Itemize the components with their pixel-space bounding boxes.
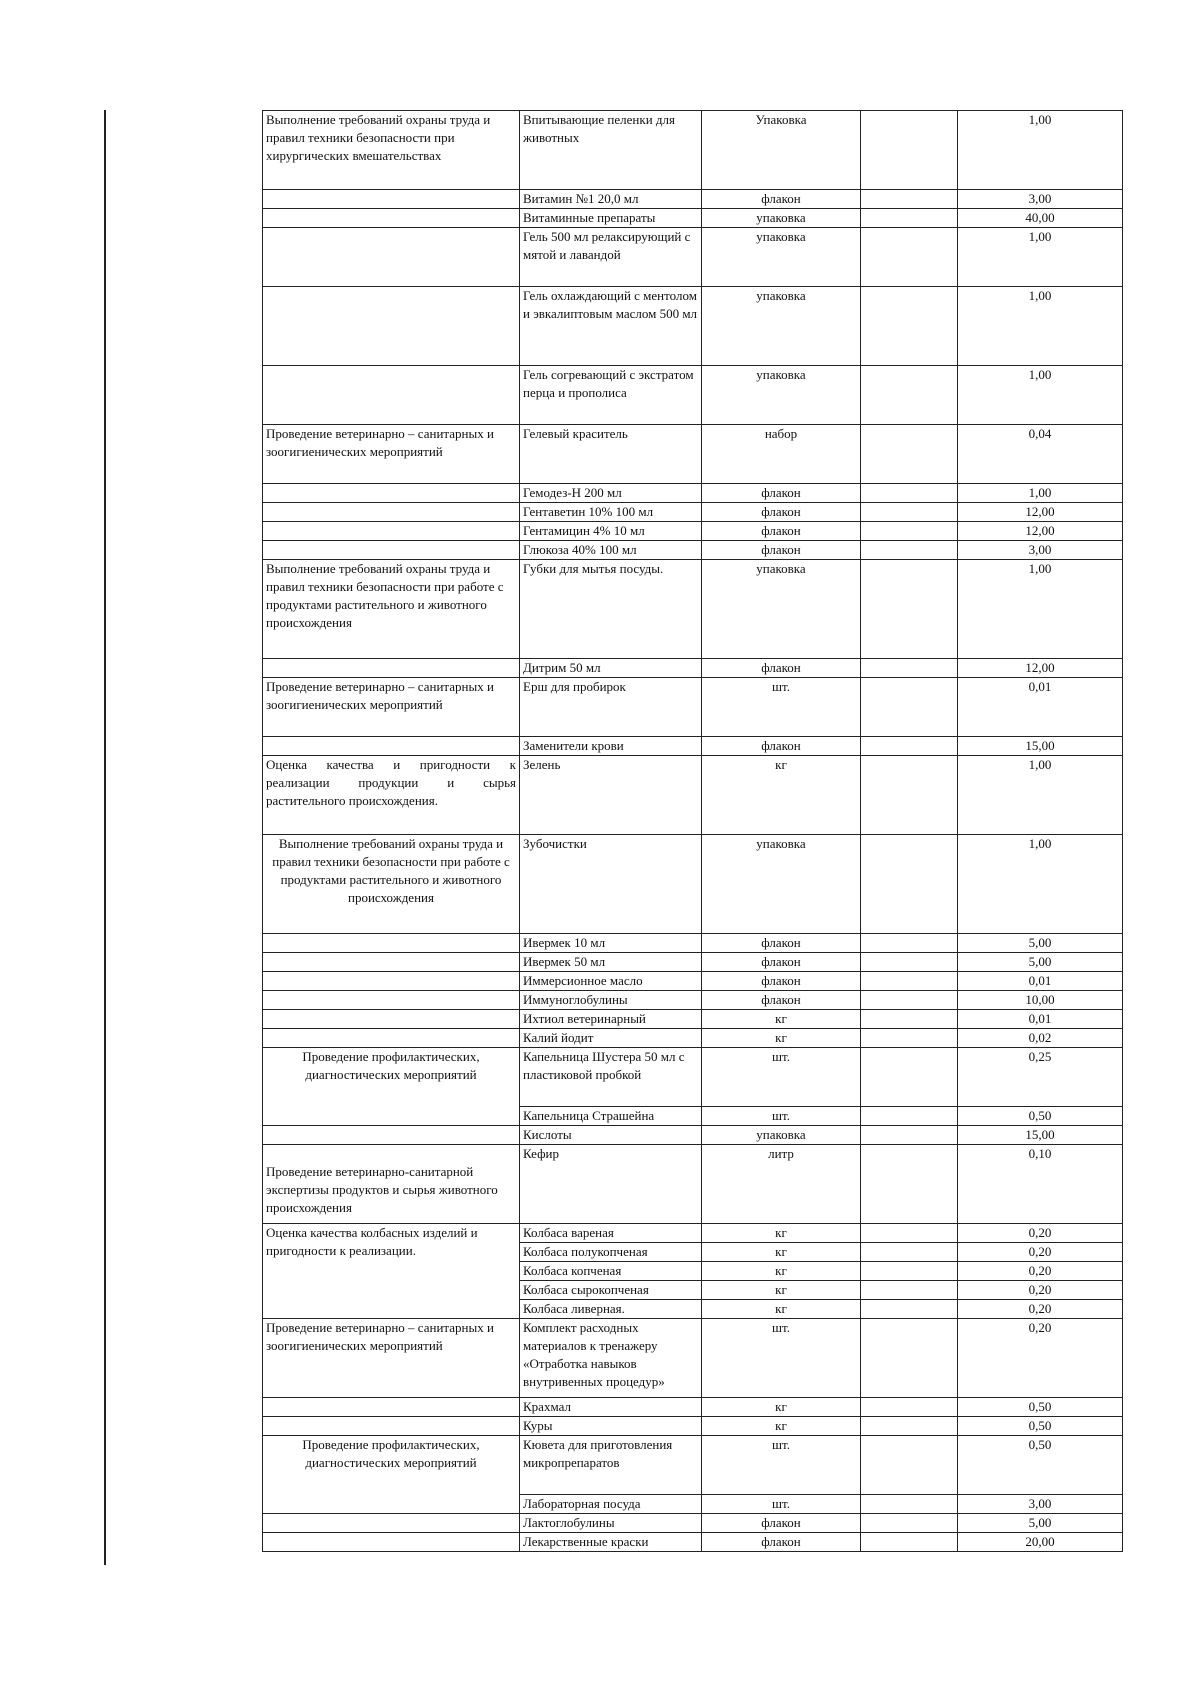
blank-cell [861, 953, 958, 972]
table-row [263, 1533, 1123, 1552]
table-row [263, 190, 1123, 209]
quantity-cell: 3,00 [958, 541, 1123, 560]
table-row [263, 503, 1123, 522]
blank-cell [861, 1319, 958, 1398]
quantity-cell: 12,00 [958, 659, 1123, 678]
table-row [263, 1319, 1123, 1398]
item-name-cell: Витамин №1 20,0 мл [520, 190, 702, 209]
blank-cell [861, 228, 958, 287]
purpose-cell [263, 209, 520, 228]
blank-cell [861, 209, 958, 228]
blank-cell [861, 522, 958, 541]
item-name-cell: Заменители крови [520, 737, 702, 756]
unit-cell: упаковка [702, 366, 861, 425]
purpose-cell [263, 1417, 520, 1436]
left-margin-rule [104, 110, 106, 1565]
purpose-cell: Выполнение требований охраны труда и правил техники безопасности при работе с продуктами растительного и животного происхождения [263, 835, 520, 934]
unit-cell: флакон [702, 1533, 861, 1552]
unit-cell: литр [702, 1145, 861, 1224]
unit-cell: кг [702, 1224, 861, 1243]
quantity-cell: 1,00 [958, 287, 1123, 366]
item-name-cell: Гентаветин 10% 100 мл [520, 503, 702, 522]
unit-cell: шт. [702, 678, 861, 737]
item-name-cell: Лекарственные краски [520, 1533, 702, 1552]
item-name-cell: Капельница Страшейна [520, 1107, 702, 1126]
purpose-cell: Оценка качества колбасных изделий и пригодности к реализации. [263, 1224, 520, 1319]
table-row [263, 1145, 1123, 1224]
purpose-cell: Проведение профилактических, диагностических мероприятий [263, 1436, 520, 1514]
quantity-cell: 15,00 [958, 737, 1123, 756]
blank-cell [861, 111, 958, 190]
blank-cell [861, 1048, 958, 1107]
item-name-cell: Лабораторная посуда [520, 1495, 702, 1514]
quantity-cell: 5,00 [958, 934, 1123, 953]
purpose-cell [263, 366, 520, 425]
quantity-cell: 12,00 [958, 522, 1123, 541]
purpose-cell [263, 522, 520, 541]
unit-cell: кг [702, 1300, 861, 1319]
blank-cell [861, 737, 958, 756]
item-name-cell: Колбаса сырокопченая [520, 1281, 702, 1300]
blank-cell [861, 1224, 958, 1243]
purpose-cell: Выполнение требований охраны труда и правил техники безопасности при хирургических вмешательствах [263, 111, 520, 190]
blank-cell [861, 659, 958, 678]
unit-cell: упаковка [702, 209, 861, 228]
unit-cell: упаковка [702, 1126, 861, 1145]
purpose-cell: Проведение ветеринарно – санитарных и зоогигиенических мероприятий [263, 1319, 520, 1398]
unit-cell: флакон [702, 190, 861, 209]
item-name-cell: Гентамицин 4% 10 мл [520, 522, 702, 541]
unit-cell: флакон [702, 503, 861, 522]
blank-cell [861, 1398, 958, 1417]
item-name-cell: Калий йодит [520, 1029, 702, 1048]
item-name-cell: Колбаса полукопченая [520, 1243, 702, 1262]
table-row [263, 953, 1123, 972]
item-name-cell: Капельница Шустера 50 мл с пластиковой пробкой [520, 1048, 702, 1107]
blank-cell [861, 1495, 958, 1514]
quantity-cell: 1,00 [958, 484, 1123, 503]
unit-cell: Упаковка [702, 111, 861, 190]
unit-cell: флакон [702, 1514, 861, 1533]
blank-cell [861, 1262, 958, 1281]
purpose-cell: Проведение профилактических, диагностических мероприятий [263, 1048, 520, 1126]
table-row [263, 1224, 1123, 1243]
blank-cell [861, 1243, 958, 1262]
blank-cell [861, 484, 958, 503]
table-row [263, 659, 1123, 678]
table-row [263, 756, 1123, 835]
purpose-cell [263, 287, 520, 366]
quantity-cell: 12,00 [958, 503, 1123, 522]
purpose-cell [263, 484, 520, 503]
quantity-cell: 5,00 [958, 953, 1123, 972]
table-row [263, 972, 1123, 991]
quantity-cell: 0,20 [958, 1243, 1123, 1262]
purpose-cell [263, 972, 520, 991]
item-name-cell: Витаминные препараты [520, 209, 702, 228]
blank-cell [861, 756, 958, 835]
table-row [263, 522, 1123, 541]
unit-cell: кг [702, 1029, 861, 1048]
table-row [263, 560, 1123, 659]
blank-cell [861, 1514, 958, 1533]
item-name-cell: Гемодез-Н 200 мл [520, 484, 702, 503]
purpose-cell [263, 1398, 520, 1417]
blank-cell [861, 1300, 958, 1319]
unit-cell: шт. [702, 1436, 861, 1495]
quantity-cell: 1,00 [958, 366, 1123, 425]
unit-cell: кг [702, 1243, 861, 1262]
purpose-cell: Проведение ветеринарно – санитарных и зоогигиенических мероприятий [263, 678, 520, 737]
blank-cell [861, 678, 958, 737]
quantity-cell: 0,50 [958, 1436, 1123, 1495]
table-row [263, 287, 1123, 366]
blank-cell [861, 934, 958, 953]
purpose-cell [263, 541, 520, 560]
unit-cell: кг [702, 1417, 861, 1436]
item-name-cell: Кефир [520, 1145, 702, 1224]
purpose-cell [263, 190, 520, 209]
purpose-cell [263, 953, 520, 972]
table-row [263, 228, 1123, 287]
table-row [263, 541, 1123, 560]
blank-cell [861, 425, 958, 484]
item-name-cell: Крахмал [520, 1398, 702, 1417]
quantity-cell: 1,00 [958, 111, 1123, 190]
item-name-cell: Иммерсионное масло [520, 972, 702, 991]
unit-cell: флакон [702, 659, 861, 678]
item-name-cell: Ивермек 10 мл [520, 934, 702, 953]
quantity-cell: 0,20 [958, 1281, 1123, 1300]
purpose-cell [263, 1126, 520, 1145]
unit-cell: кг [702, 1010, 861, 1029]
blank-cell [861, 1126, 958, 1145]
item-name-cell: Иммуноглобулины [520, 991, 702, 1010]
materials-table [262, 110, 1123, 1552]
quantity-cell: 20,00 [958, 1533, 1123, 1552]
quantity-cell: 0,50 [958, 1417, 1123, 1436]
unit-cell: шт. [702, 1495, 861, 1514]
blank-cell [861, 835, 958, 934]
unit-cell: флакон [702, 737, 861, 756]
quantity-cell: 0,02 [958, 1029, 1123, 1048]
purpose-cell [263, 1514, 520, 1533]
item-name-cell: Гель 500 мл релаксирующий с мятой и лавандой [520, 228, 702, 287]
unit-cell: набор [702, 425, 861, 484]
table-row [263, 934, 1123, 953]
unit-cell: флакон [702, 953, 861, 972]
table-row [263, 1029, 1123, 1048]
item-name-cell: Глюкоза 40% 100 мл [520, 541, 702, 560]
item-name-cell: Губки для мытья посуды. [520, 560, 702, 659]
purpose-cell: Проведение ветеринарно – санитарных и зоогигиенических мероприятий [263, 425, 520, 484]
item-name-cell: Колбаса ливерная. [520, 1300, 702, 1319]
table-row [263, 1514, 1123, 1533]
blank-cell [861, 366, 958, 425]
purpose-cell [263, 737, 520, 756]
quantity-cell: 5,00 [958, 1514, 1123, 1533]
table-row [263, 209, 1123, 228]
blank-cell [861, 1010, 958, 1029]
table-row [263, 1398, 1123, 1417]
quantity-cell: 0,04 [958, 425, 1123, 484]
quantity-cell: 0,50 [958, 1107, 1123, 1126]
item-name-cell: Кювета для приготовления микропрепаратов [520, 1436, 702, 1495]
quantity-cell: 0,01 [958, 678, 1123, 737]
blank-cell [861, 541, 958, 560]
unit-cell: флакон [702, 522, 861, 541]
unit-cell: упаковка [702, 287, 861, 366]
unit-cell: флакон [702, 972, 861, 991]
item-name-cell: Впитывающие пеленки для животных [520, 111, 702, 190]
unit-cell: упаковка [702, 560, 861, 659]
item-name-cell: Гелевый краситель [520, 425, 702, 484]
item-name-cell: Ихтиол ветеринарный [520, 1010, 702, 1029]
blank-cell [861, 1436, 958, 1495]
purpose-cell [263, 228, 520, 287]
quantity-cell: 0,20 [958, 1319, 1123, 1398]
unit-cell: кг [702, 1281, 861, 1300]
unit-cell: упаковка [702, 228, 861, 287]
table-row [263, 1436, 1123, 1495]
item-name-cell: Колбаса копченая [520, 1262, 702, 1281]
blank-cell [861, 190, 958, 209]
table-row [263, 111, 1123, 190]
table-row [263, 737, 1123, 756]
unit-cell: кг [702, 756, 861, 835]
unit-cell: шт. [702, 1319, 861, 1398]
table-row [263, 425, 1123, 484]
item-name-cell: Ерш для пробирок [520, 678, 702, 737]
item-name-cell: Дитрим 50 мл [520, 659, 702, 678]
item-name-cell: Куры [520, 1417, 702, 1436]
quantity-cell: 0,10 [958, 1145, 1123, 1224]
quantity-cell: 0,25 [958, 1048, 1123, 1107]
quantity-cell: 0,50 [958, 1398, 1123, 1417]
unit-cell: флакон [702, 934, 861, 953]
table-row [263, 1126, 1123, 1145]
quantity-cell: 10,00 [958, 991, 1123, 1010]
unit-cell: флакон [702, 991, 861, 1010]
item-name-cell: Колбаса вареная [520, 1224, 702, 1243]
blank-cell [861, 1533, 958, 1552]
blank-cell [861, 972, 958, 991]
blank-cell [861, 1145, 958, 1224]
quantity-cell: 3,00 [958, 190, 1123, 209]
item-name-cell: Гель согревающий с экстратом перца и прополиса [520, 366, 702, 425]
item-name-cell: Ивермек 50 мл [520, 953, 702, 972]
quantity-cell: 1,00 [958, 756, 1123, 835]
quantity-cell: 1,00 [958, 228, 1123, 287]
purpose-cell [263, 1533, 520, 1552]
table-row [263, 366, 1123, 425]
item-name-cell: Зелень [520, 756, 702, 835]
purpose-cell: Выполнение требований охраны труда и правил техники безопасности при работе с продуктами растительного и животного происхождения [263, 560, 520, 659]
quantity-cell: 0,01 [958, 1010, 1123, 1029]
table-row [263, 1048, 1123, 1107]
unit-cell: шт. [702, 1107, 861, 1126]
unit-cell: флакон [702, 484, 861, 503]
quantity-cell: 0,20 [958, 1262, 1123, 1281]
blank-cell [861, 1417, 958, 1436]
table-row [263, 484, 1123, 503]
table-row [263, 991, 1123, 1010]
quantity-cell: 0,20 [958, 1224, 1123, 1243]
item-name-cell: Кислоты [520, 1126, 702, 1145]
unit-cell: шт. [702, 1048, 861, 1107]
unit-cell: упаковка [702, 835, 861, 934]
purpose-cell: Проведение ветеринарно-санитарной экспертизы продуктов и сырья животного происхождения [263, 1145, 520, 1224]
blank-cell [861, 287, 958, 366]
purpose-cell [263, 1010, 520, 1029]
purpose-cell [263, 659, 520, 678]
unit-cell: флакон [702, 541, 861, 560]
blank-cell [861, 991, 958, 1010]
blank-cell [861, 1107, 958, 1126]
quantity-cell: 3,00 [958, 1495, 1123, 1514]
purpose-cell [263, 1029, 520, 1048]
purpose-cell [263, 991, 520, 1010]
quantity-cell: 0,20 [958, 1300, 1123, 1319]
item-name-cell: Гель охлаждающий с ментолом и эвкалиптовым маслом 500 мл [520, 287, 702, 366]
purpose-cell: Оценка качества и пригодности к реализации продукции и сырья растительного происхождения. [263, 756, 520, 835]
quantity-cell: 1,00 [958, 835, 1123, 934]
table-row [263, 1417, 1123, 1436]
item-name-cell: Зубочистки [520, 835, 702, 934]
quantity-cell: 40,00 [958, 209, 1123, 228]
table-row [263, 835, 1123, 934]
blank-cell [861, 1281, 958, 1300]
purpose-cell [263, 503, 520, 522]
item-name-cell: Комплект расходных материалов к тренажеру «Отработка навыков внутривенных процедур» [520, 1319, 702, 1398]
table-row [263, 1010, 1123, 1029]
quantity-cell: 15,00 [958, 1126, 1123, 1145]
purpose-cell [263, 934, 520, 953]
quantity-cell: 1,00 [958, 560, 1123, 659]
table-row [263, 678, 1123, 737]
blank-cell [861, 503, 958, 522]
quantity-cell: 0,01 [958, 972, 1123, 991]
blank-cell [861, 560, 958, 659]
unit-cell: кг [702, 1398, 861, 1417]
item-name-cell: Лактоглобулины [520, 1514, 702, 1533]
unit-cell: кг [702, 1262, 861, 1281]
blank-cell [861, 1029, 958, 1048]
